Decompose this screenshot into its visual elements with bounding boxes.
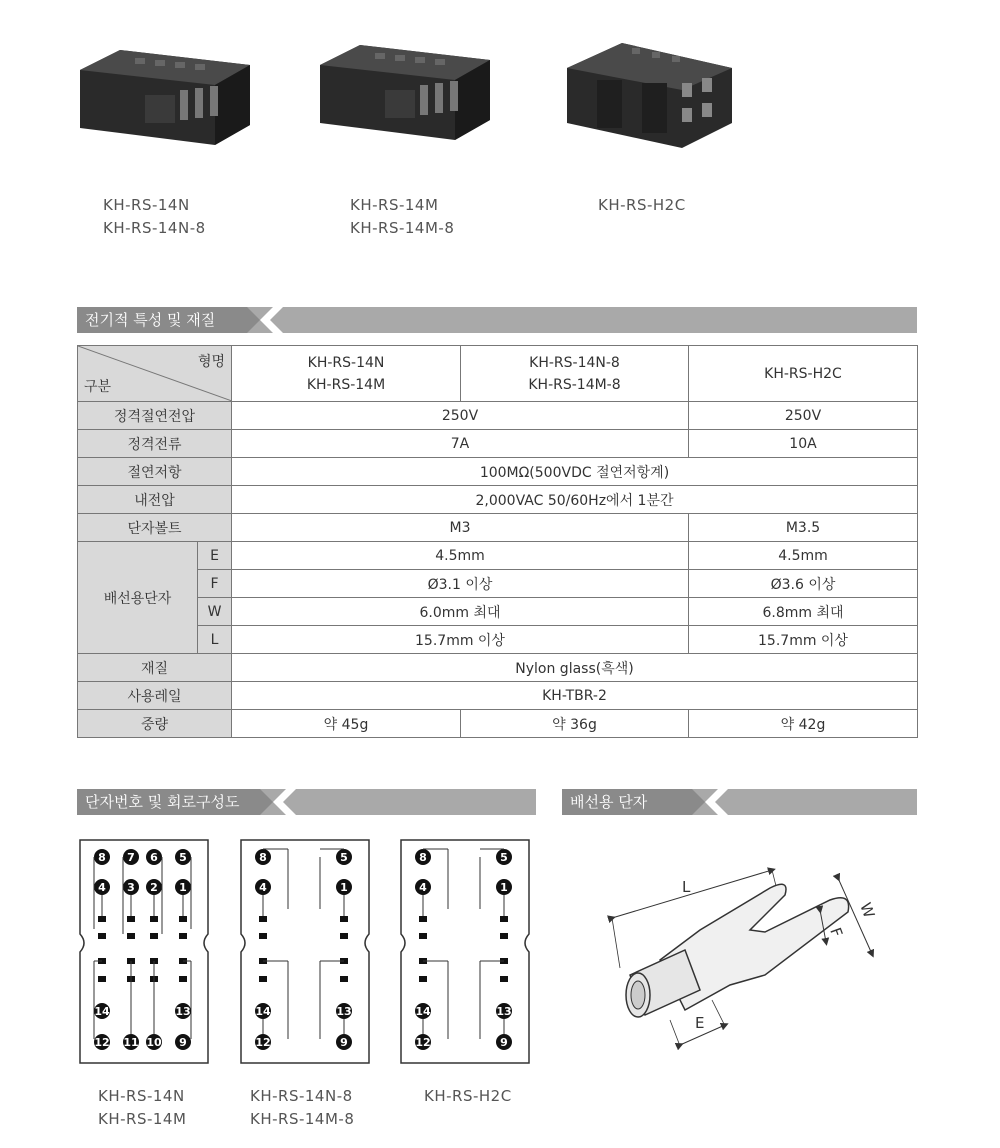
dim-label-w: W: [856, 900, 879, 921]
svg-text:12: 12: [94, 1036, 110, 1049]
svg-text:2: 2: [150, 881, 158, 894]
svg-text:9: 9: [500, 1036, 508, 1049]
svg-text:12: 12: [415, 1036, 431, 1049]
table-row: 단자볼트 M3 M3.5: [78, 514, 918, 542]
table-row: 사용레일 KH-TBR-2: [78, 682, 918, 710]
pin-4: [94, 879, 110, 895]
pin-4: [415, 879, 431, 895]
circuit-diagram-8pin: [240, 839, 370, 1064]
pin-9: [336, 1034, 352, 1050]
circuit-diagram-h2c: [400, 839, 530, 1064]
svg-text:12: 12: [255, 1036, 271, 1049]
pin-14: [415, 1003, 431, 1019]
product-caption-14n: KH-RS-14N KH-RS-14N-8: [103, 196, 206, 237]
svg-text:14: 14: [94, 1005, 110, 1018]
table-row: F Ø3.1 이상 Ø3.6 이상: [78, 570, 918, 598]
product-photo-14n: [75, 40, 260, 150]
diagram-caption-14pin: KH-RS-14N KH-RS-14M: [98, 1087, 187, 1128]
section-header-spec: 전기적 특성 및 재질: [77, 307, 917, 333]
pin-6: [146, 849, 162, 865]
table-row: 정격전류 7A 10A: [78, 430, 918, 458]
product-caption-14m: KH-RS-14M KH-RS-14M-8: [350, 196, 455, 237]
col-header-3: KH-RS-H2C: [689, 346, 918, 402]
pin-10: [146, 1034, 162, 1050]
table-row: 정격절연전압 250V 250V: [78, 402, 918, 430]
spec-table: [77, 345, 918, 738]
pin-3: [123, 879, 139, 895]
pin-5: [175, 849, 191, 865]
pin-13: [496, 1003, 512, 1019]
svg-text:14: 14: [415, 1005, 431, 1018]
section-header-circuit: 단자번호 및 회로구성도: [77, 789, 536, 815]
svg-text:9: 9: [179, 1036, 187, 1049]
pin-8: [94, 849, 110, 865]
table-row: 절연저항 100MΩ(500VDC 절연저항계): [78, 458, 918, 486]
svg-text:1: 1: [179, 881, 187, 894]
col-header-1: KH-RS-14N KH-RS-14M: [232, 346, 461, 402]
svg-text:8: 8: [98, 851, 106, 864]
svg-text:8: 8: [419, 851, 427, 864]
col-header-2: KH-RS-14N-8 KH-RS-14M-8: [461, 346, 689, 402]
pin-7: [123, 849, 139, 865]
svg-text:13: 13: [175, 1005, 191, 1018]
circuit-diagram-14pin: [79, 839, 209, 1064]
pin-8: [415, 849, 431, 865]
svg-text:14: 14: [255, 1005, 271, 1018]
pin-9: [496, 1034, 512, 1050]
svg-text:7: 7: [127, 851, 135, 864]
dim-label-f: F: [826, 925, 847, 940]
table-row: 배선용단자 E 4.5mm 4.5mm: [78, 542, 918, 570]
pin-2: [146, 879, 162, 895]
product-caption-h2c: KH-RS-H2C: [598, 196, 686, 214]
pin-12: [94, 1034, 110, 1050]
pin-9: [175, 1034, 191, 1050]
pin-14: [255, 1003, 271, 1019]
svg-text:5: 5: [340, 851, 348, 864]
svg-text:4: 4: [98, 881, 106, 894]
svg-text:1: 1: [500, 881, 508, 894]
dim-label-l: L: [682, 878, 691, 896]
svg-text:13: 13: [496, 1005, 512, 1018]
table-row: W 6.0mm 최대 6.8mm 최대: [78, 598, 918, 626]
table-row: 재질 Nylon glass(흑색): [78, 654, 918, 682]
pin-4: [255, 879, 271, 895]
pin-1: [175, 879, 191, 895]
pin-1: [336, 879, 352, 895]
svg-text:8: 8: [259, 851, 267, 864]
pin-11: [123, 1034, 139, 1050]
section-header-terminal: 배선용 단자: [562, 789, 917, 815]
table-row: 중량 약 45g 약 36g 약 42g: [78, 710, 918, 738]
diagram-caption-8pin: KH-RS-14N-8 KH-RS-14M-8: [250, 1087, 355, 1128]
svg-text:5: 5: [500, 851, 508, 864]
svg-text:5: 5: [179, 851, 187, 864]
product-photo-h2c: [562, 28, 747, 158]
svg-text:11: 11: [123, 1036, 139, 1049]
pin-13: [336, 1003, 352, 1019]
product-photo-14m: [315, 35, 500, 145]
svg-text:1: 1: [340, 881, 348, 894]
svg-text:6: 6: [150, 851, 158, 864]
pin-8: [255, 849, 271, 865]
svg-text:9: 9: [340, 1036, 348, 1049]
table-row: L 15.7mm 이상 15.7mm 이상: [78, 626, 918, 654]
pin-13: [175, 1003, 191, 1019]
pin-5: [336, 849, 352, 865]
svg-text:3: 3: [127, 881, 135, 894]
wiring-terminal-drawing: [590, 850, 900, 1060]
pin-12: [255, 1034, 271, 1050]
svg-text:13: 13: [336, 1005, 352, 1018]
dim-label-e: E: [695, 1014, 705, 1032]
pin-12: [415, 1034, 431, 1050]
table-corner-cell: 형명 구분: [78, 346, 232, 402]
table-row: 내전압 2,000VAC 50/60Hz에서 1분간: [78, 486, 918, 514]
pin-1: [496, 879, 512, 895]
diagram-caption-h2c: KH-RS-H2C: [424, 1087, 512, 1105]
pin-5: [496, 849, 512, 865]
svg-text:4: 4: [419, 881, 427, 894]
svg-text:10: 10: [146, 1036, 162, 1049]
pin-14: [94, 1003, 110, 1019]
svg-text:4: 4: [259, 881, 267, 894]
